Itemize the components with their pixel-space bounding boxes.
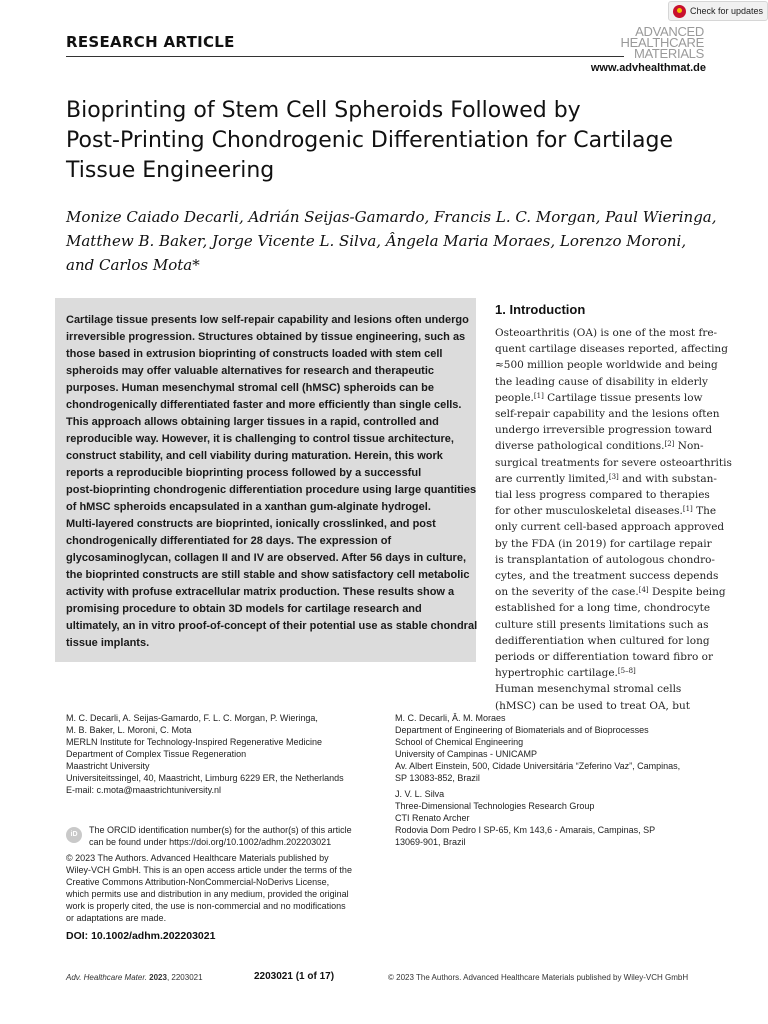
check-for-updates-button[interactable] [668, 1, 768, 21]
abstract-line: glycosaminoglycan, collagen II and IV are observed. After 56 days in culture, [66, 552, 467, 564]
abstract-line: promising procedure to obtain 3D models for cartilage research and [66, 603, 422, 615]
affiliation-line: Universiteitssingel, 40, Maastricht, Limburg 6229 ER, the Netherlands [66, 773, 344, 783]
affiliation-line: M. C. Decarli, Â. M. Moraes [395, 713, 506, 723]
introduction-body [495, 325, 732, 714]
author-list [66, 205, 717, 277]
author-line: Monize Caiado Decarli, Adrián Seijas-Gamardo, Francis L. C. Morgan, Paul Wieringa, [66, 208, 717, 226]
introduction-text: Non- [674, 440, 704, 453]
introduction-text: periods or differentiation toward fibro or [495, 651, 713, 664]
introduction-text: diverse pathological conditions. [495, 440, 665, 453]
introduction-line [495, 374, 706, 390]
introduction-text: self-repair capability and the lesions often [495, 408, 720, 421]
journal-logo-line: ADVANCED [635, 24, 704, 39]
abstract-line: chondrogenically differentiated for 28 days. The expression of [66, 535, 392, 547]
introduction-text: the leading cause of disability in elderly [495, 375, 708, 388]
abstract-box [55, 298, 476, 662]
affiliation-line: Maastricht University [66, 761, 150, 771]
license-line: Creative Commons Attribution-NonCommercial-NoDerivs License, [66, 877, 330, 887]
introduction-text: Despite being [648, 586, 726, 599]
introduction-line [495, 503, 717, 519]
license-line: or adaptations are made. [66, 913, 167, 923]
introduction-line [495, 471, 717, 487]
introduction-text: Osteoarthritis (OA) is one of the most fre- [495, 327, 718, 339]
header-divider [66, 56, 624, 57]
citation-ref[interactable]: [1] [682, 505, 693, 514]
affiliation-line: M. B. Baker, L. Moroni, C. Mota [66, 725, 192, 735]
license-line: Wiley-VCH GmbH. This is an open access article under the terms of the [66, 865, 352, 875]
abstract-line: of hMSC spheroids encapsulated in a xanthan gum-alginate hydrogel. [66, 501, 431, 513]
citation-ref[interactable]: [4] [638, 586, 649, 595]
citation-ref[interactable]: [1] [533, 391, 544, 400]
introduction-text: are currently limited, [495, 472, 609, 485]
license-line: © 2023 The Authors. Advanced Healthcare Materials published by [66, 853, 329, 863]
orcid-icon: iD [66, 827, 82, 843]
introduction-text: is transplantation of autologous chondro- [495, 553, 715, 566]
journal-logo [600, 26, 704, 59]
introduction-line [495, 422, 713, 438]
affiliation-line: Rodovia Dom Pedro I SP-65, Km 143,6 - Amarais, Campinas, SP [395, 825, 656, 835]
journal-logo-line: HEALTHCARE [620, 35, 704, 50]
introduction-line [495, 357, 718, 373]
introduction-text: The [692, 505, 717, 518]
footer-article-number: , 2203021 [166, 973, 203, 982]
affiliation-line: 13069-901, Brazil [395, 837, 466, 847]
introduction-text: hypertrophic cartilage. [495, 667, 618, 680]
affiliation-line: Av. Albert Einstein, 500, Cidade Universitária “Zeferino Vaz”, Campinas, [395, 761, 681, 771]
abstract-line: the bioprinted constructs are still stable and show satisfactory cell metabolic [66, 569, 470, 581]
affiliation-line: Three-Dimensional Technologies Research Group [395, 801, 595, 811]
footer-copyright: © 2023 The Authors. Advanced Healthcare Materials published by Wiley-VCH GmbH [388, 973, 689, 982]
abstract-line: tissue implants. [66, 637, 150, 649]
introduction-text: tial less progress compared to therapies [495, 489, 710, 502]
introduction-text: Cartilage tissue presents low [543, 391, 703, 404]
affiliation-line: University of Campinas - UNICAMP [395, 749, 538, 759]
abstract-line: ultimately, an in vitro proof-of-concept of their potential use as stable chondral [66, 620, 478, 632]
author-line: and Carlos Mota* [66, 256, 200, 274]
affiliation-line: Department of Engineering of Biomaterials and of Bioprocesses [395, 725, 649, 735]
affiliation-left [66, 712, 376, 796]
introduction-line [495, 455, 732, 471]
introduction-line [495, 633, 710, 649]
introduction-text: (hMSC) can be used to treat OA, but [495, 699, 690, 712]
introduction-line [495, 665, 706, 681]
introduction-text: cytes, and the treatment success depends [495, 570, 719, 583]
citation-ref[interactable]: [5–8] [617, 667, 636, 676]
affiliation-right [395, 712, 707, 848]
introduction-line [495, 438, 706, 454]
affiliation-line: Department of Complex Tissue Regeneration [66, 749, 247, 759]
introduction-line [495, 406, 720, 422]
abstract-line: those based in extrusion bioprinting of constructs loaded with stem cell [66, 348, 443, 360]
orcid-note [89, 824, 379, 848]
introduction-line [495, 681, 706, 697]
affiliation-unicamp [395, 712, 707, 784]
doi-link[interactable]: DOI: 10.1002/adhm.202203021 [66, 930, 216, 942]
orcid-link[interactable]: can be found under https://doi.org/10.1002/adhm.202203021 [89, 837, 332, 847]
abstract-line: spheroids may offer valuable alternatives for research and therapeutic [66, 365, 435, 377]
affiliation-cti [395, 788, 707, 848]
introduction-line [495, 600, 711, 616]
affiliation-line: School of Chemical Engineering [395, 737, 524, 747]
author-line: Matthew B. Baker, Jorge Vicente L. Silva, Ângela Maria Moraes, Lorenzo Moroni, [66, 232, 687, 250]
license-line: work is properly cited, the use is non-commercial and no modifications [66, 901, 346, 911]
introduction-text: quent cartilage diseases reported, affecting [495, 343, 728, 356]
introduction-line [495, 325, 718, 341]
title-line: Bioprinting of Stem Cell Spheroids Followed by [66, 98, 581, 123]
introduction-line [495, 341, 728, 357]
introduction-line [495, 536, 712, 552]
journal-logo-line: MATERIALS [633, 46, 704, 61]
affiliation-line: E-mail: c.mota@maastrichtuniversity.nl [66, 785, 222, 795]
citation-ref[interactable]: [2] [664, 440, 675, 449]
affiliation-line: J. V. L. Silva [395, 789, 445, 799]
introduction-text: on the severity of the case. [495, 586, 639, 599]
abstract-line: chondrogenically differentiated faster and more efficiently than single cells. [66, 399, 462, 411]
introduction-text: Human mesenchymal stromal cells [495, 683, 682, 696]
introduction-text: surgical treatments for severe osteoarthritis [495, 456, 732, 469]
orcid-line: The ORCID identification number(s) for the author(s) of this article [89, 825, 352, 835]
section-label: RESEARCH ARTICLE [66, 33, 235, 51]
crossmark-icon [673, 5, 686, 18]
introduction-heading: 1. Introduction [495, 302, 586, 317]
abstract-line: activity with profuse extracellular matrix production. These results show a [66, 586, 455, 598]
introduction-text: for other musculoskeletal diseases. [495, 505, 683, 518]
introduction-text: by the FDA (in 2019) for cartilage repair [495, 537, 712, 550]
introduction-text: undergo irreversible progression toward [495, 424, 713, 437]
abstract-line: This approach allows obtaining larger tissues in a rapid, controlled and [66, 416, 439, 428]
introduction-line [495, 584, 726, 600]
affiliation-line: CTI Renato Archer [395, 813, 470, 823]
article-title [66, 96, 706, 186]
introduction-line [495, 617, 709, 633]
abstract-line: purposes. Human mesenchymal stromal cell (hMSC) spheroids can be [66, 382, 434, 394]
affiliation-line: M. C. Decarli, A. Seijas-Gamardo, F. L. C. Morgan, P. Wieringa, [66, 713, 318, 723]
license-note [66, 852, 381, 924]
introduction-line [495, 519, 725, 535]
introduction-text: only current cell-based approach approved [495, 521, 725, 534]
footer-year: 2023 [149, 973, 167, 982]
page-number: 2203021 (1 of 17) [254, 971, 335, 982]
introduction-text: people. [495, 391, 534, 404]
introduction-text: and with substan- [618, 472, 717, 485]
abstract-line: construct stability, and cell viability during maturation. Herein, this work [66, 450, 443, 462]
abstract-line: post-bioprinting chondrogenic differentiation procedure using large quantities [66, 484, 477, 496]
introduction-line [495, 552, 715, 568]
abstract-line: Cartilage tissue presents low self-repair capability and lesions often undergo [66, 314, 469, 326]
introduction-line [495, 649, 713, 665]
footer-citation [66, 973, 203, 982]
title-line: Tissue Engineering [66, 158, 275, 183]
introduction-text: established for a long time, chondrocyte [495, 602, 711, 615]
abstract-line: reproducible way. However, it is challenging to control tissue architecture, [66, 433, 454, 445]
journal-url-link[interactable]: www.advhealthmat.de [590, 62, 706, 74]
license-line: which permits use and distribution in any medium, provided the original [66, 889, 349, 899]
check-for-updates-label: Check for updates [690, 6, 764, 16]
citation-ref[interactable]: [3] [608, 472, 619, 481]
footer-journal: Adv. Healthcare Mater. [66, 973, 147, 982]
introduction-line [495, 568, 719, 584]
abstract-line: Multi-layered constructs are bioprinted, ionically crosslinked, and post [66, 518, 436, 530]
introduction-line [495, 390, 706, 406]
affiliation-line: SP 13083-852, Brazil [395, 773, 480, 783]
introduction-line [495, 487, 710, 503]
affiliation-line: MERLN Institute for Technology-Inspired Regenerative Medicine [66, 737, 322, 747]
introduction-text: dedifferentiation when cultured for long [495, 634, 710, 647]
introduction-text: culture still presents limitations such as [495, 618, 709, 631]
title-line: Post-Printing Chondrogenic Differentiation for Cartilage [66, 128, 674, 153]
abstract-line: reports a reproducible bioprinting process followed by a successful [66, 467, 422, 479]
introduction-text: ≈500 million people worldwide and being [495, 359, 718, 372]
abstract-line: irreversible progression. Structures obtained by tissue engineering, such as [66, 331, 466, 343]
